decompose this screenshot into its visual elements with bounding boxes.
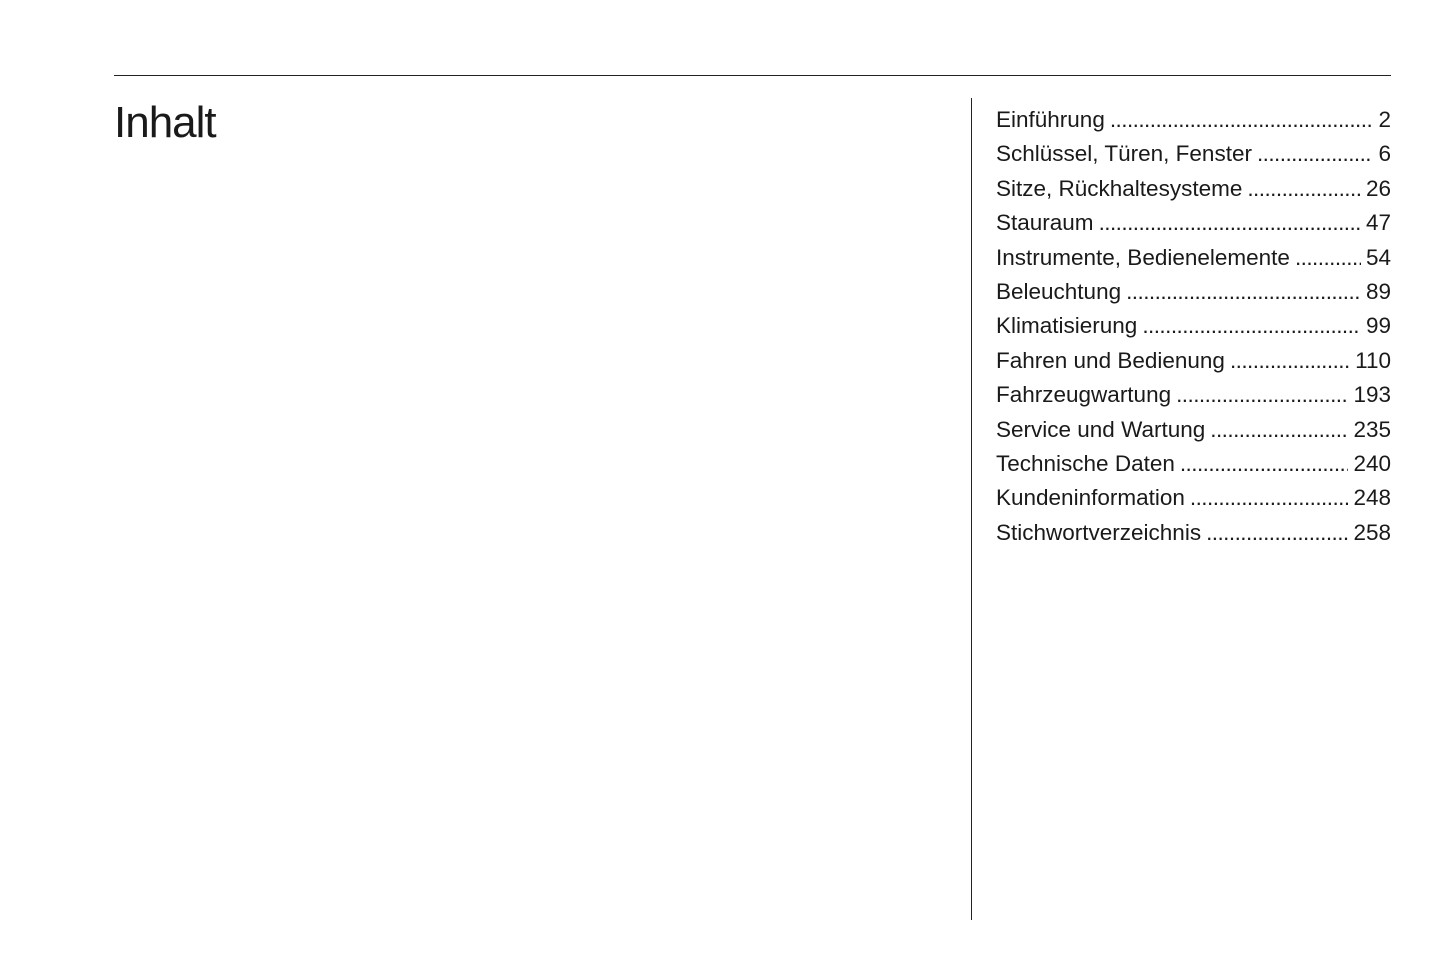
- toc-entry-title: Fahren und Bedienung: [996, 347, 1225, 373]
- toc-dot-leader: [1180, 447, 1349, 481]
- toc-dot-leader: [1247, 172, 1361, 206]
- toc-entry-klimatisierung[interactable]: [996, 309, 1391, 343]
- toc-entry-title: Klimatisierung: [996, 313, 1138, 339]
- toc-entry-title: Schlüssel, Türen, Fenster: [996, 141, 1252, 167]
- toc-dot-leader: [1257, 137, 1374, 171]
- toc-page-number: 89: [1365, 278, 1391, 304]
- toc-entry-fahrzeugwartung[interactable]: [996, 378, 1391, 412]
- toc-dot-leader: [1206, 516, 1348, 550]
- toc-entry-schluessel-tueren-fenster[interactable]: [996, 137, 1391, 171]
- toc-entry-technische-daten[interactable]: [996, 447, 1391, 481]
- toc-dot-leader: [1230, 344, 1350, 378]
- toc-entry-instrumente-bedienelemente[interactable]: [996, 241, 1391, 275]
- toc-entry-title: Sitze, Rückhaltesysteme: [996, 175, 1243, 201]
- toc-entry-kundeninformation[interactable]: [996, 481, 1391, 515]
- table-of-contents: [996, 103, 1391, 550]
- toc-dot-leader: [1142, 309, 1361, 343]
- toc-entry-title: Beleuchtung: [996, 278, 1122, 304]
- toc-page-number: 248: [1353, 485, 1391, 511]
- toc-page-number: 26: [1365, 175, 1391, 201]
- header-rule: [114, 75, 1391, 76]
- toc-page-number: 240: [1353, 450, 1391, 476]
- toc-entry-title: Einführung: [996, 107, 1105, 132]
- toc-page-number: 193: [1353, 382, 1391, 408]
- toc-entry-title: Stauraum: [996, 210, 1094, 236]
- toc-entry-title: Fahrzeugwartung: [996, 382, 1172, 408]
- toc-dot-leader: [1210, 413, 1348, 447]
- toc-page-number: 47: [1365, 210, 1391, 236]
- toc-entry-fahren-und-bedienung[interactable]: [996, 344, 1391, 378]
- toc-entry-stichwortverzeichnis[interactable]: [996, 516, 1391, 550]
- toc-entry-title: Instrumente, Bedienelemente: [996, 244, 1290, 270]
- toc-dot-leader: [1099, 206, 1361, 240]
- toc-dot-leader: [1176, 378, 1348, 412]
- toc-dot-leader: [1126, 275, 1361, 309]
- toc-entry-service-und-wartung[interactable]: [996, 413, 1391, 447]
- toc-entry-title: Technische Daten: [996, 450, 1175, 476]
- toc-entry-title: Kundeninformation: [996, 485, 1185, 511]
- column-divider: [971, 98, 972, 920]
- toc-page-number: 2: [1378, 107, 1391, 132]
- toc-dot-leader: [1190, 481, 1349, 515]
- toc-page-number: 110: [1355, 347, 1391, 373]
- toc-page-number: 258: [1353, 519, 1391, 545]
- toc-page-number: 99: [1365, 313, 1391, 339]
- toc-entry-title: Stichwortverzeichnis: [996, 519, 1202, 545]
- toc-entry-sitze-rueckhaltesysteme[interactable]: [996, 172, 1391, 206]
- toc-page-number: 6: [1378, 141, 1391, 167]
- toc-entry-stauraum[interactable]: [996, 206, 1391, 240]
- toc-dot-leader: [1110, 103, 1374, 137]
- toc-page-number: 235: [1353, 416, 1391, 442]
- toc-dot-leader: [1295, 241, 1361, 275]
- toc-entry-beleuchtung[interactable]: [996, 275, 1391, 309]
- toc-page-number: 54: [1365, 244, 1391, 270]
- toc-entry-einfuehrung[interactable]: [996, 103, 1391, 137]
- toc-entry-title: Service und Wartung: [996, 416, 1206, 442]
- page-title: Inhalt: [114, 98, 216, 147]
